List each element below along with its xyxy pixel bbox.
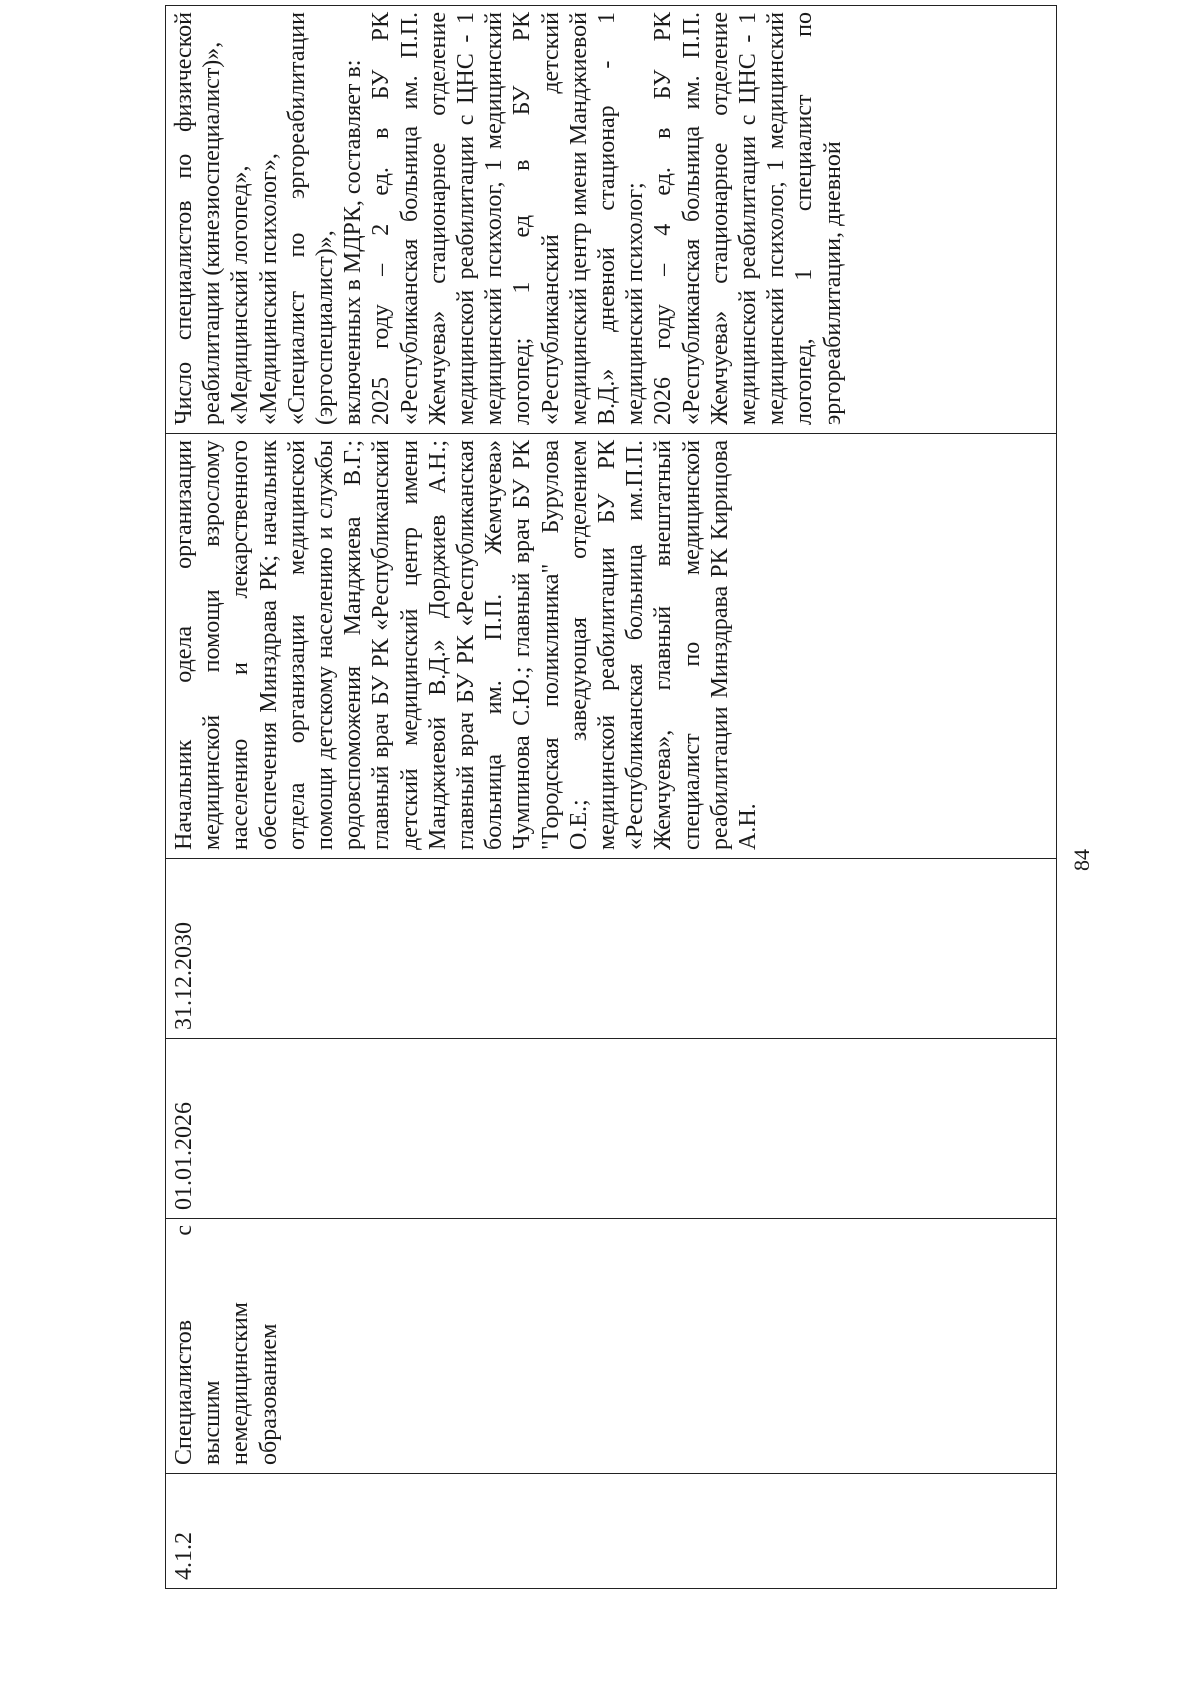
plan-table <box>165 5 1057 1589</box>
responsible-cell: Начальник одела организации медицинской помощи взрослому населению и лекарственного обеспечения Минздрава РК; начальник отдела организации медицинской помощи детскому населению и службы родовспоможения Манджиева В.Г.; главный врач БУ РК «Республиканский детский медицинский центр имени Манджиевой В.Д.» Дорджиев А.Н.; главный врач БУ РК «Республиканская больница им. П.П. Жемчуева» Чумпинова С.Ю.; главный врач БУ РК "Городская поликлиника" Бурулова О.Е.; заведующая отделением медицинской реабилитации БУ РК «Республиканская больница им.П.П. Жемчуева», главный внештатный специалист по медицинской реабилитации Минздрава РК Кирицова А.Н. <box>166 434 1057 859</box>
rotated-table-container <box>165 12 1057 1589</box>
indicator-name-cell: Специалистов с высшим немедицинским образованием <box>166 1219 1057 1474</box>
start-date-cell: 01.01.2026 <box>166 1039 1057 1219</box>
result-cell: Число специалистов по физической реабилитации (кинезиоспециалист)», «Медицинский логопед», «Медицинский психолог», «Специалист по эргореабилитации (эргоспециалист)», включенных в МДРК, составляет в: 2025 году – 2 ед. в БУ РК «Республиканская больница им. П.П. Жемчуева» стационарное отделение медицинской реабилитации с ЦНС - 1 медицинский психолог, 1 медицинский логопед; 1 ед в БУ РК «Республиканский детский медицинский центр имени Манджиевой В.Д.» дневной стационар - 1 медицинский психолог; 2026 году – 4 ед. в БУ РК «Республиканская больница им. П.П. Жемчуева» стационарное отделение медицинской реабилитации с ЦНС - 1 медицинский психолог, 1 медицинский логопед, 1 специалист по эргореабилитации, дневной <box>166 6 1057 434</box>
item-number-cell: 4.1.2 <box>166 1474 1057 1589</box>
page-number: 84 <box>1069 849 1094 871</box>
end-date-cell: 31.12.2030 <box>166 859 1057 1039</box>
table-row <box>166 6 1057 1589</box>
